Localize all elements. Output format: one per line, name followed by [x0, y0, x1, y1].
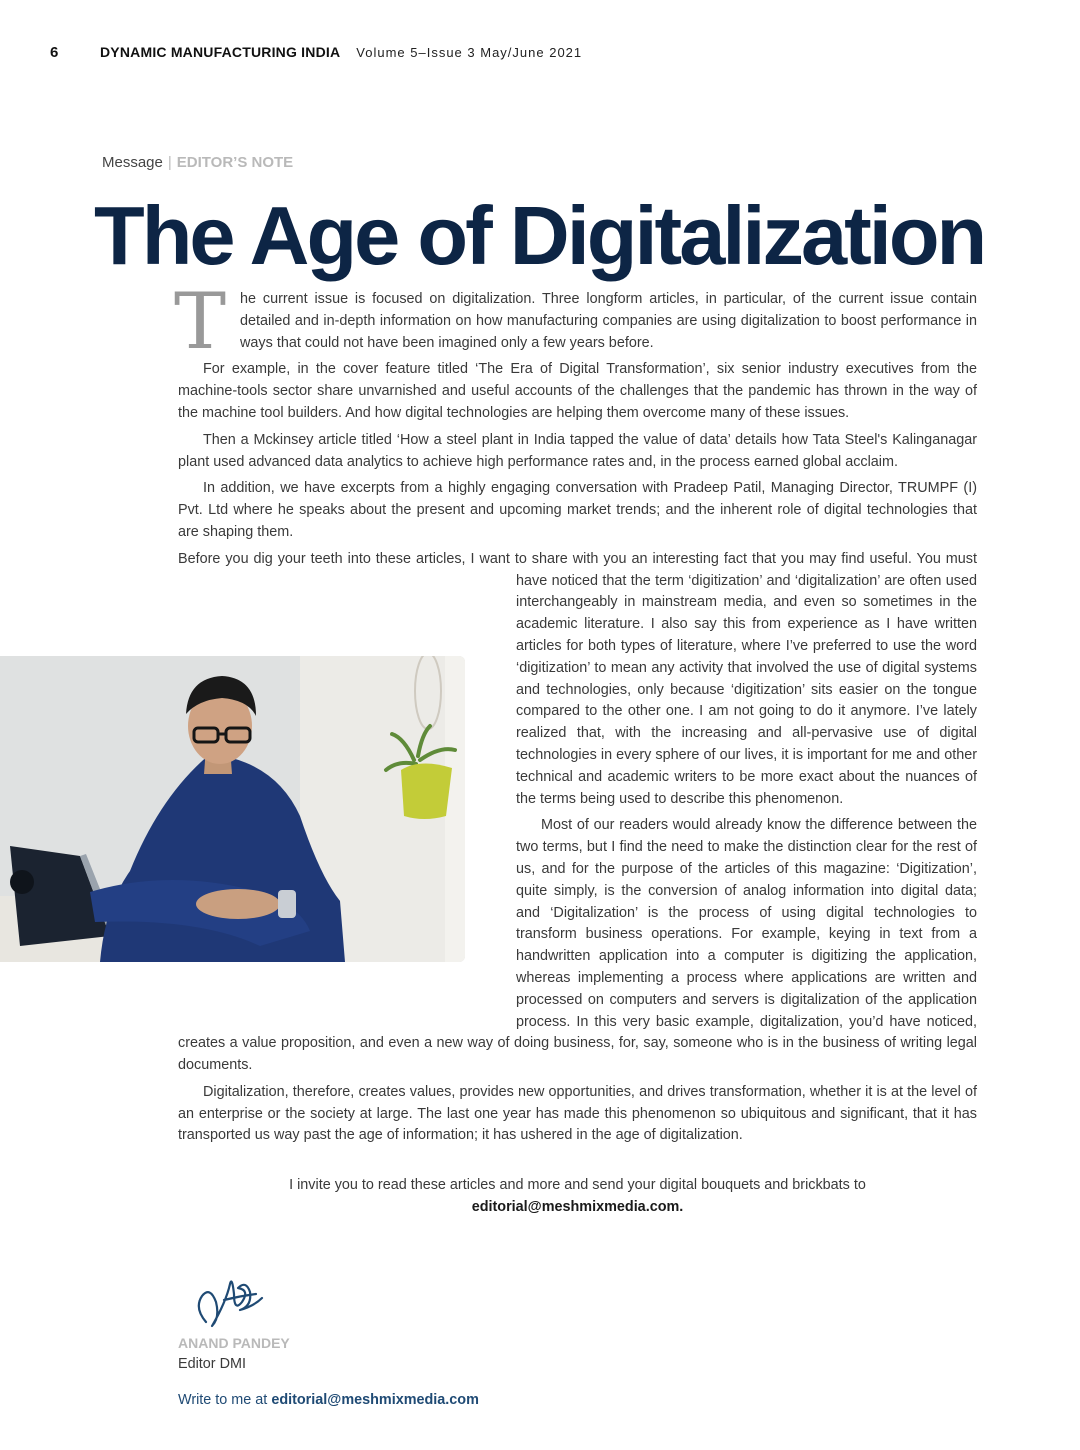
photo-wrap-spacer	[178, 571, 516, 1013]
contact-email[interactable]: editorial@meshmixmedia.com	[271, 1392, 479, 1408]
paragraph-5-text	[178, 551, 977, 807]
paragraph-7: Digitalization, therefore, creates values, provides new opportunities, and drives transformation, whether it is at the level of an enterprise or the society at large. The last one year has made this phenomenon so ubiquitous and significant, that it has transported us way past the age of information; it has ushered in the age of digitalization.	[178, 1083, 977, 1144]
paragraph-2: For example, in the cover feature titled ‘The Era of Digital Transformation’, six senior industry executives from the machine-tools sector share unvarnished and useful accounts of the challenges that the pandemic has thrown in the way of the machine tool builders. And how digital technologies are helping them overcome many of these issues.	[178, 361, 977, 421]
paragraph-5-lead: Before you dig your teeth into these articles, I want to share with you an interesting fact that you may find useful. You must have noticed that the term ‘digitization’	[178, 550, 977, 589]
issue-info: Volume 5–Issue 3 May/June 2021	[356, 44, 583, 60]
running-head	[50, 43, 582, 61]
editor-name: ANAND PANDEY	[178, 1335, 290, 1351]
section-kicker	[102, 154, 293, 171]
contact-prefix: Write to me at	[178, 1392, 272, 1408]
headline: The Age of Digitalization	[94, 189, 985, 282]
page-number: 6	[50, 43, 59, 61]
paragraph-4: In addition, we have excerpts from a highly engaging conversation with Pradeep Patil, Managing Director, TRUMPF (I) Pvt. Ltd where he speaks about the present and upcoming market trends; and the inherent role of digital technologies that are shaping them.	[178, 480, 977, 540]
paragraph-3: Then a Mckinsey article titled ‘How a steel plant in India tapped the value of data’ details how Tata Steel's Kalinganagar plant used advanced data analytics to achieve high performance rates and, in the process earned global acclaim.	[178, 431, 977, 470]
kicker-separator: |	[167, 154, 172, 171]
paragraph-5	[178, 549, 977, 811]
editor-signature	[190, 1272, 274, 1334]
article-body	[174, 277, 977, 1152]
contact-line	[178, 1392, 479, 1408]
paragraph-6: Most of our readers would already know the difference between the two terms, but I find the need to make the distinction clear for the rest of us, and for the purpose of the articles of this magazine: ‘Digitization’, quite simply, is the conversion of analog information into digital data; and ‘Digitalization’ is the process of using digital technologies to transform business operations. For example, keying in text from a handwritten application into a computer is digitizing the application, whereas implementing a process where applications are written and processed on computers and servers is digitalization of the application process. In this very basic example, digitalization, you’d have noticed, creates a value proposition, and even a new way of doing business, for, say, someone who is in the business of writing legal documents.	[178, 817, 977, 1074]
kicker-label: EDITOR’S NOTE	[176, 154, 294, 171]
magazine-name: DYNAMIC MANUFACTURING INDIA	[100, 44, 341, 60]
closing-email[interactable]: editorial@meshmixmedia.com.	[471, 1198, 684, 1215]
paragraph-5-rest: and ‘digitalization’ are often used interchangeably in mainstream media, and even so sometimes in the academic literature. I also say this from experience as I have written articles for both types of literature, where I’ve preferred to use the word ‘digitization’ to mean any activity that involved the use of digital systems and technologies, only because ‘digitization’ sits easier on the tongue compared to the other one. I am not going to do it anymore. I’ve lately realized that, with the increasing and all-pervasive use of digital technologies in every sphere of our lives, it is important for me and other technical and academic writers to be more exact about the nuances of the terms being used to describe this phenomenon.	[516, 572, 977, 807]
paragraph-1-text: he current issue is focused on digitalization. Three longform articles, in particular, of the current issue contain detailed and in-depth information on how manufacturing companies are using digitalization to boost performance in ways that could not have been imagined only a few years before.	[240, 291, 977, 351]
editor-title: Editor DMI	[178, 1356, 246, 1372]
closing-invite: I invite you to read these articles and more and send your digital bouquets and brickbats to	[289, 1177, 866, 1193]
closing-note	[178, 1175, 977, 1219]
paragraph-1	[174, 277, 977, 367]
kicker-section: Message	[102, 154, 163, 171]
drop-cap: T	[174, 277, 227, 367]
